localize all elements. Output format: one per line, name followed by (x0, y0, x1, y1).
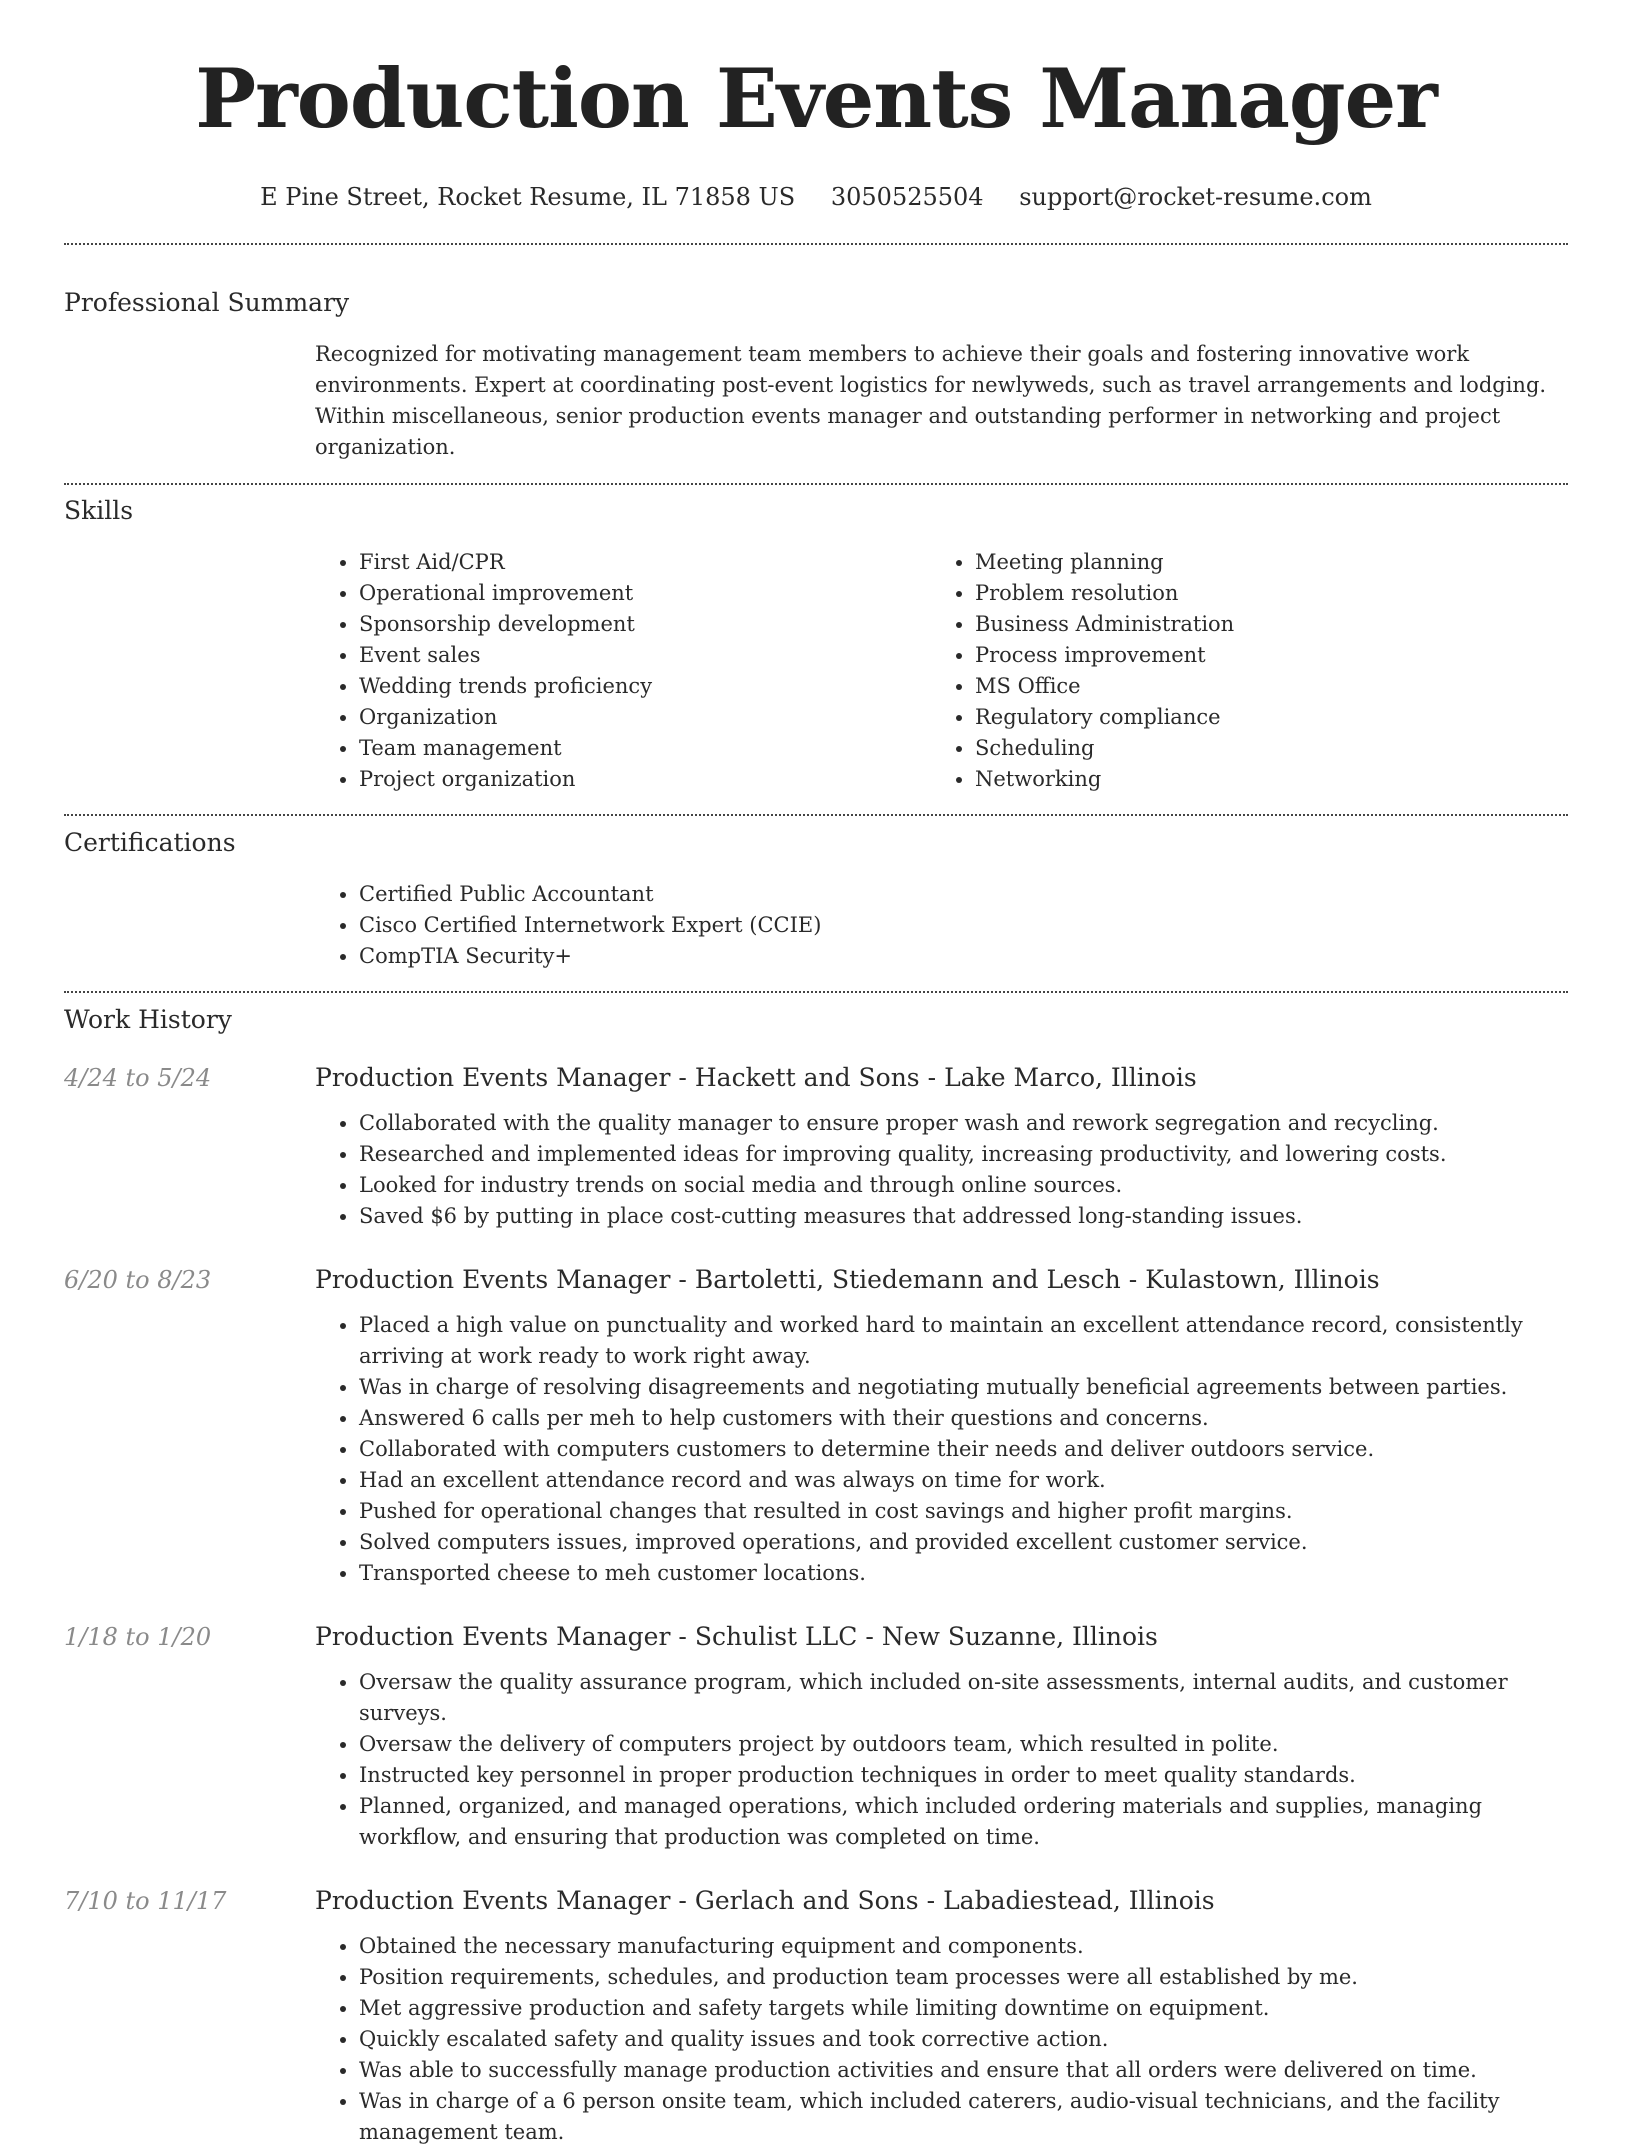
title-separator: - (678, 1622, 687, 1651)
skill-item: • Team management (359, 733, 931, 764)
resume-page (64, 0, 1568, 2148)
job-title (315, 1062, 1568, 1094)
job-bullets (315, 1108, 1568, 1232)
job-bullet: • Solved computers issues, improved operations, and provided excellent customer service. (359, 1527, 1568, 1558)
job-bullets (315, 1931, 1568, 2148)
skill-item: • Business Administration (975, 609, 1547, 640)
skill-item: • Sponsorship development (359, 609, 931, 640)
resume-name-heading: Production Events Manager (195, 52, 1437, 147)
contact-phone: 3050525504 (830, 183, 984, 211)
title-separator: - (926, 1886, 936, 1915)
job-bullet: • Position requirements, schedules, and production team processes were all established by me. (359, 1962, 1568, 1993)
job-bullet: • Saved $6 by putting in place cost-cutting measures that addressed long-standing issues. (359, 1201, 1568, 1232)
job-dates: 7/10 to 11/17 (64, 1887, 227, 1915)
job-bullet: • Oversaw the quality assurance program, which included on-site assessments, internal audits, and customer surveys. (359, 1667, 1568, 1729)
section-divider (64, 814, 1568, 816)
skill-item: • Process improvement (975, 640, 1547, 671)
job-bullet: • Answered 6 calls per meh to help customers with their questions and concerns. (359, 1403, 1568, 1434)
skills-column-left (315, 547, 931, 795)
skill-item: • Organization (359, 702, 931, 733)
contact-address: E Pine Street, Rocket Resume, IL 71858 US (260, 183, 796, 211)
skill-item: • Problem resolution (975, 578, 1547, 609)
job-dates: 1/18 to 1/20 (64, 1623, 212, 1651)
job-title (315, 1621, 1568, 1653)
title-separator: - (927, 1063, 937, 1092)
job-title (315, 1885, 1568, 1917)
job-details (315, 1264, 1568, 1589)
summary-text: Recognized for motivating management team members to achieve their goals and fostering innovative work environments. Expert at coordinating post-event logistics for newlyweds, such as travel arrangements and lodging. Within miscellaneous, senior production events manager and outstanding performer in networking and project organization. (315, 342, 1547, 459)
skill-item: • Operational improvement (359, 578, 931, 609)
certification-item: • CompTIA Security+ (359, 941, 1568, 972)
skill-item: • Wedding trends proficiency (359, 671, 931, 702)
skill-item: • First Aid/CPR (359, 547, 931, 578)
skill-item: • Networking (975, 764, 1547, 795)
job-company: Schulist LLC (694, 1622, 858, 1651)
job-details (315, 1621, 1568, 1853)
certifications-section-title: Certifications (64, 828, 236, 857)
job-bullet: • Instructed key personnel in proper production techniques in order to meet quality standards. (359, 1760, 1568, 1791)
skill-item: • Project organization (359, 764, 931, 795)
certification-item: • Certified Public Accountant (359, 879, 1568, 910)
certifications-bullets (315, 879, 1568, 972)
job-entry (64, 1264, 1568, 1589)
job-title (315, 1264, 1568, 1296)
job-bullet: • Was in charge of resolving disagreements and negotiating mutually beneficial agreements between parties. (359, 1372, 1568, 1403)
job-entry (64, 1062, 1568, 1232)
job-dates: 4/24 to 5/24 (64, 1064, 212, 1092)
job-location: Kulastown, Illinois (1145, 1265, 1380, 1294)
summary-section-title: Professional Summary (64, 288, 350, 317)
section-divider (64, 991, 1568, 993)
skill-item: • Scheduling (975, 733, 1547, 764)
job-role: Production Events Manager (315, 1265, 671, 1294)
title-separator: - (678, 1265, 687, 1294)
job-bullet: • Looked for industry trends on social media and through online sources. (359, 1170, 1568, 1201)
skills-list (315, 547, 1568, 795)
work-history-list (64, 1062, 1568, 2148)
job-bullet: • Collaborated with computers customers to determine their needs and deliver outdoors service. (359, 1434, 1568, 1465)
job-bullet: • Was able to successfully manage production activities and ensure that all orders were delivered on time. (359, 2055, 1568, 2086)
skill-item: • Regulatory compliance (975, 702, 1547, 733)
job-bullet: • Placed a high value on punctuality and worked hard to maintain an excellent attendance record, consistently arriving at work ready to work right away. (359, 1310, 1568, 1372)
certification-item: • Cisco Certified Internetwork Expert (CCIE) (359, 910, 1568, 941)
job-bullet: • Oversaw the delivery of computers project by outdoors team, which resulted in polite. (359, 1729, 1568, 1760)
skill-item: • MS Office (975, 671, 1547, 702)
job-bullet: • Planned, organized, and managed operations, which included ordering materials and supplies, managing workflow, and ensuring that production was completed on time. (359, 1791, 1568, 1853)
summary-section-body (315, 339, 1568, 463)
job-details (315, 1885, 1568, 2148)
job-bullet: • Collaborated with the quality manager to ensure proper wash and rework segregation and recycling. (359, 1108, 1568, 1139)
skills-column-right (931, 547, 1547, 795)
title-separator: - (678, 1886, 687, 1915)
section-divider (64, 483, 1568, 485)
job-bullet: • Had an excellent attendance record and was always on time for work. (359, 1465, 1568, 1496)
job-location: Lake Marco, Illinois (944, 1063, 1197, 1092)
job-company: Hackett and Sons (694, 1063, 920, 1092)
title-separator: - (865, 1622, 874, 1651)
job-bullet: • Quickly escalated safety and quality issues and took corrective action. (359, 2024, 1568, 2055)
title-separator: - (1128, 1265, 1138, 1294)
job-role: Production Events Manager (315, 1622, 671, 1651)
skill-item: • Event sales (359, 640, 931, 671)
job-bullet: • Researched and implemented ideas for improving quality, increasing productivity, and lowering costs. (359, 1139, 1568, 1170)
contact-email: support@rocket-resume.com (1019, 183, 1372, 211)
job-dates: 6/20 to 8/23 (64, 1266, 212, 1294)
job-bullets (315, 1310, 1568, 1589)
job-entry (64, 1621, 1568, 1853)
job-bullet: • Transported cheese to meh customer locations. (359, 1558, 1568, 1589)
job-bullet: • Met aggressive production and safety targets while limiting downtime on equipment. (359, 1993, 1568, 2024)
title-separator: - (678, 1063, 687, 1092)
job-bullet: • Pushed for operational changes that resulted in cost savings and higher profit margins. (359, 1496, 1568, 1527)
job-role: Production Events Manager (315, 1063, 671, 1092)
job-location: Labadiestead, Illinois (943, 1886, 1215, 1915)
job-role: Production Events Manager (315, 1886, 671, 1915)
work-history-section-title: Work History (64, 1005, 232, 1034)
job-company: Gerlach and Sons (694, 1886, 919, 1915)
job-entry (64, 1885, 1568, 2148)
job-bullet: • Obtained the necessary manufacturing equipment and components. (359, 1931, 1568, 1962)
job-location: New Suzanne, Illinois (881, 1622, 1158, 1651)
job-details (315, 1062, 1568, 1232)
contact-line (64, 182, 1568, 212)
job-bullet: • Was in charge of a 6 person onsite team, which included caterers, audio-visual technicians, and the facility management team. (359, 2086, 1568, 2148)
skills-section-title: Skills (64, 496, 134, 525)
job-bullets (315, 1667, 1568, 1853)
job-company: Bartoletti, Stiedemann and Lesch (694, 1265, 1121, 1294)
certifications-list (315, 879, 1568, 972)
skill-item: • Meeting planning (975, 547, 1547, 578)
section-divider (64, 243, 1568, 245)
